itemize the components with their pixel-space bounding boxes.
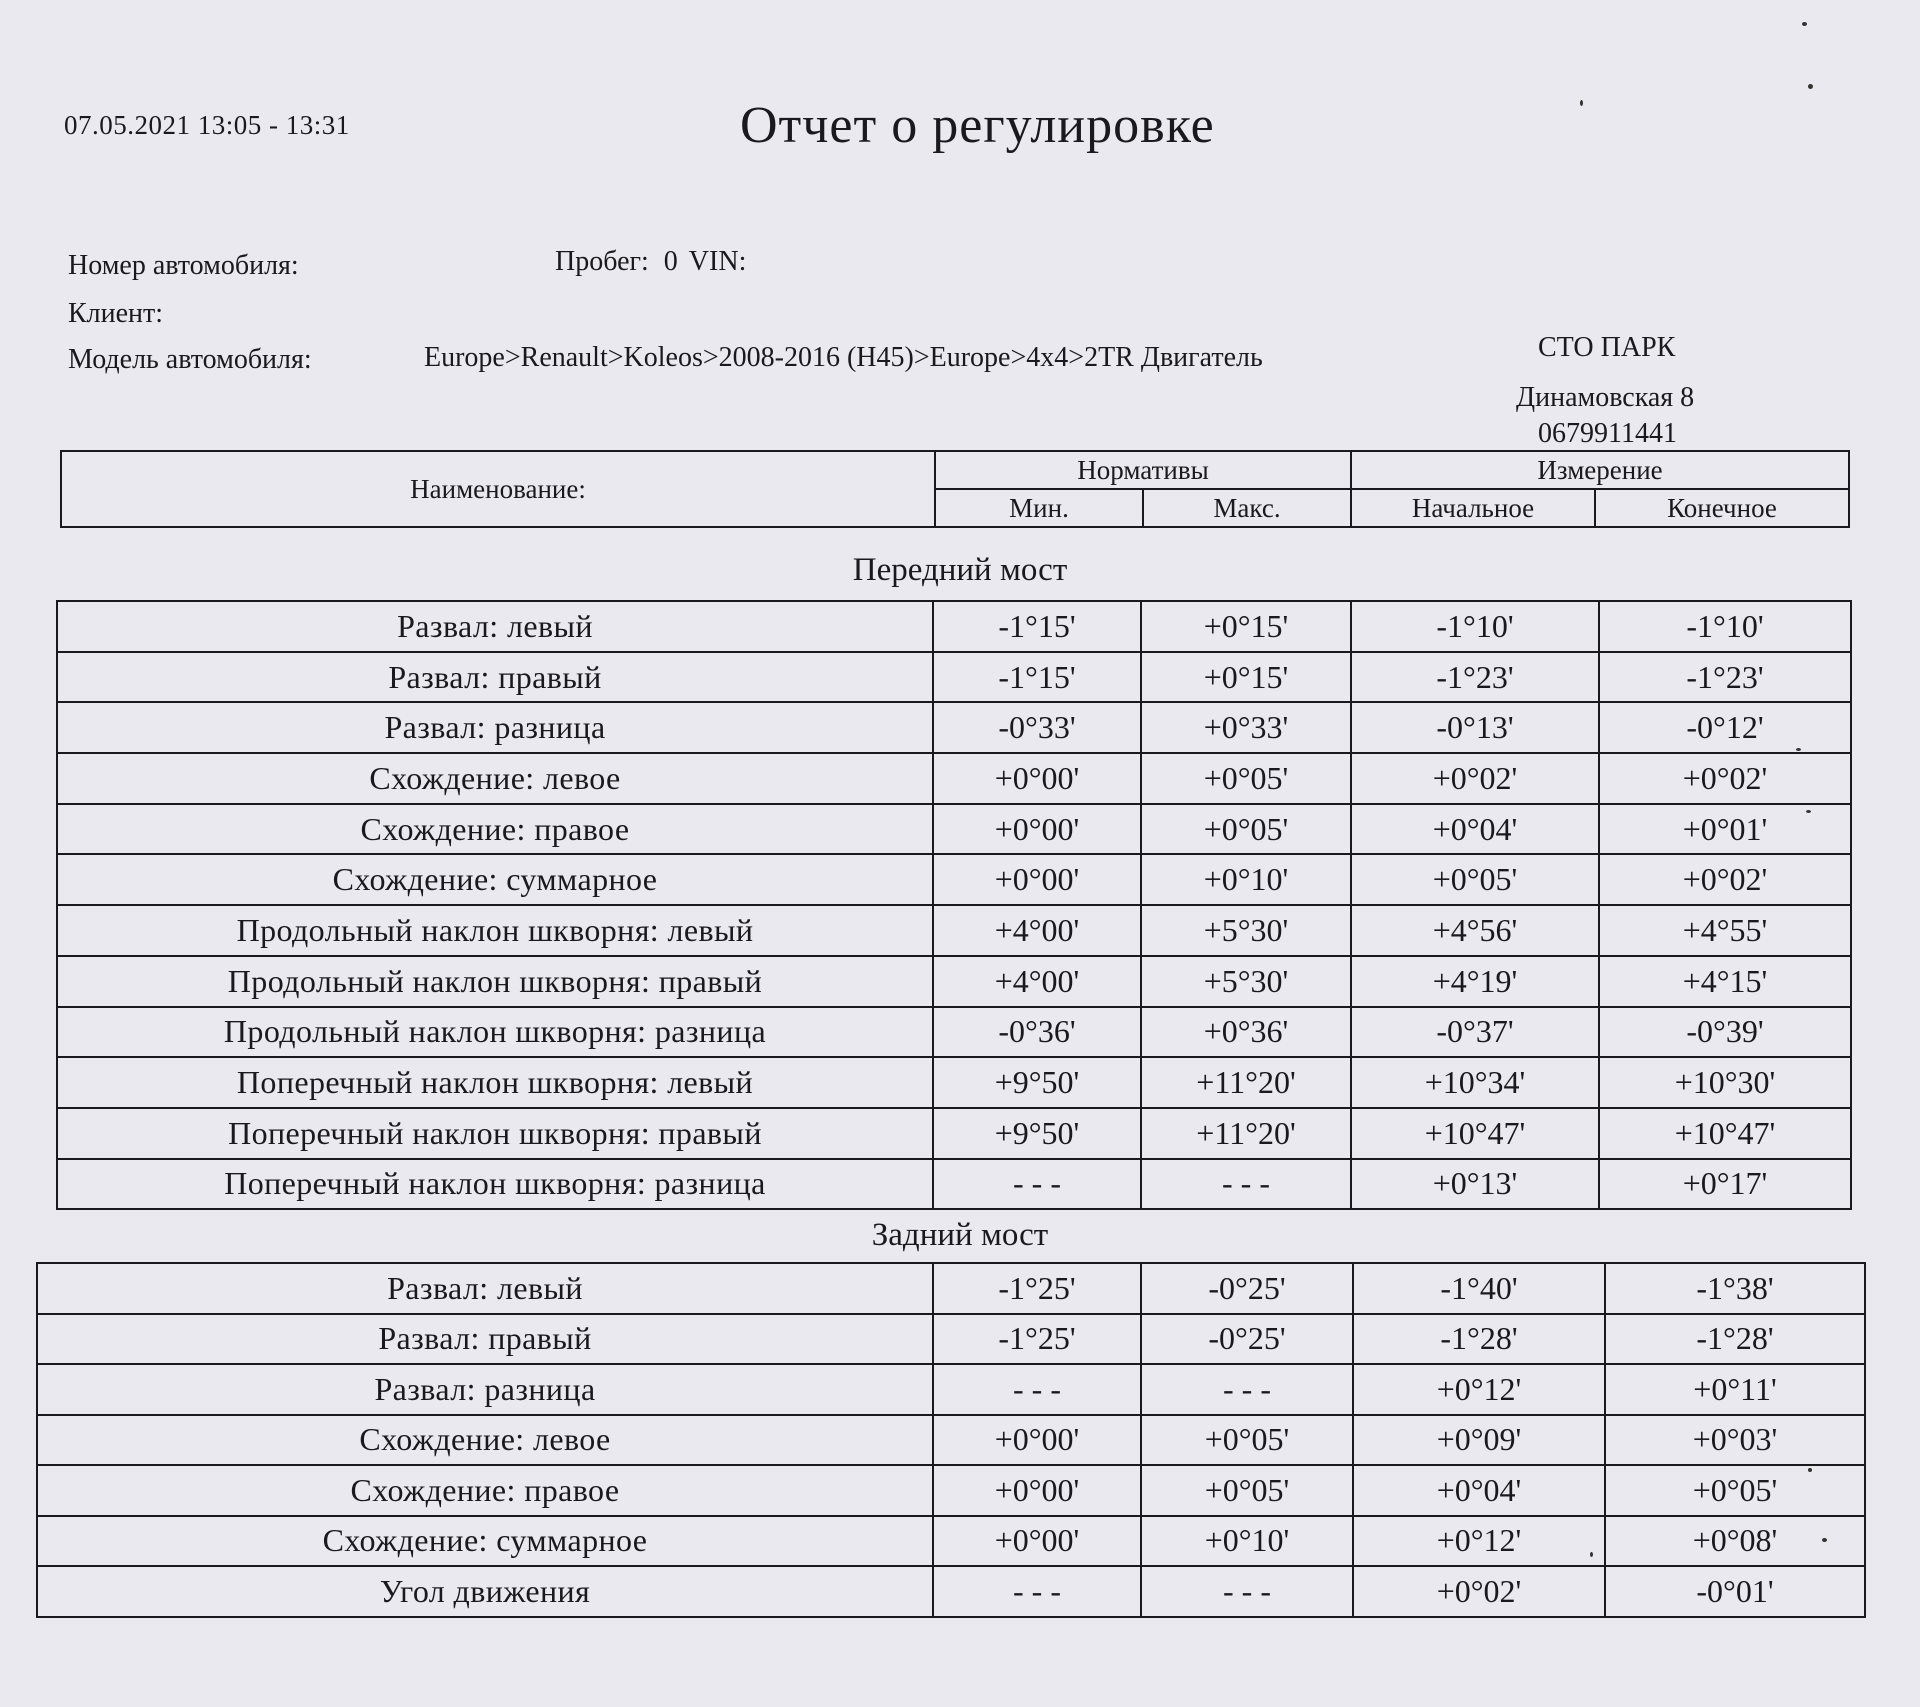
table-row: [37, 1364, 1865, 1415]
row-initial: +0°04': [1353, 1465, 1605, 1516]
row-name: Схождение: левое: [37, 1415, 933, 1466]
report-title: Отчет о регулировке: [740, 97, 1215, 154]
mileage-label: Пробег:: [555, 246, 649, 277]
row-name: Продольный наклон шкворня: правый: [57, 956, 933, 1007]
row-initial: +0°09': [1353, 1415, 1605, 1466]
table-row: [57, 601, 1851, 652]
row-min: +0°00': [933, 1516, 1141, 1567]
row-final: -1°23': [1599, 652, 1851, 703]
paper-speck: [1822, 1538, 1827, 1542]
row-name: Поперечный наклон шкворня: разница: [57, 1159, 933, 1210]
row-final: +4°55': [1599, 905, 1851, 956]
paper-speck: [1806, 810, 1811, 813]
header-initial: Начальное: [1351, 489, 1595, 527]
row-final: +0°01': [1599, 804, 1851, 855]
row-initial: +0°13': [1351, 1159, 1599, 1210]
row-max: -0°25': [1141, 1263, 1353, 1314]
row-min: +0°00': [933, 1415, 1141, 1466]
row-min: +0°00': [933, 753, 1141, 804]
paper-speck: [1590, 1552, 1593, 1557]
model-value: Europe>Renault>Koleos>2008-2016 (H45)>Europe>4x4>2TR Двигатель: [424, 342, 1263, 373]
paper-speck: [1796, 748, 1801, 751]
row-initial: +4°19': [1351, 956, 1599, 1007]
table-row: [57, 1057, 1851, 1108]
front-axle-title: Передний мост: [852, 552, 1068, 588]
row-initial: -1°40': [1353, 1263, 1605, 1314]
row-initial: +0°04': [1351, 804, 1599, 855]
row-final: +0°05': [1605, 1465, 1865, 1516]
paper-speck: [1808, 84, 1813, 89]
table-row: [57, 804, 1851, 855]
paper-speck: [1802, 22, 1807, 26]
row-name: Поперечный наклон шкворня: правый: [57, 1108, 933, 1159]
row-min: -1°15': [933, 601, 1141, 652]
row-max: +5°30': [1141, 956, 1351, 1007]
mileage-value: 0: [663, 246, 678, 277]
row-final: -1°28': [1605, 1314, 1865, 1365]
row-initial: +10°47': [1351, 1108, 1599, 1159]
rear-axle-table: [36, 1262, 1866, 1618]
row-max: +0°10': [1141, 1516, 1353, 1567]
row-max: +11°20': [1141, 1057, 1351, 1108]
row-max: - - -: [1141, 1159, 1351, 1210]
table-header: [60, 450, 1850, 528]
row-final: +10°47': [1599, 1108, 1851, 1159]
shop-name: СТО ПАРК: [1538, 332, 1676, 363]
rear-axle-title: Задний мост: [871, 1217, 1049, 1253]
table-row: [57, 702, 1851, 753]
row-min: +9°50': [933, 1108, 1141, 1159]
table-row: [37, 1415, 1865, 1466]
row-max: -0°25': [1141, 1314, 1353, 1365]
table-row: [57, 905, 1851, 956]
row-max: - - -: [1141, 1566, 1353, 1617]
row-final: +0°02': [1599, 753, 1851, 804]
row-name: Развал: правый: [37, 1314, 933, 1365]
row-min: +4°00': [933, 956, 1141, 1007]
row-max: +5°30': [1141, 905, 1351, 956]
row-initial: -1°28': [1353, 1314, 1605, 1365]
row-min: -0°33': [933, 702, 1141, 753]
car-number-label: Номер автомобиля:: [68, 250, 299, 281]
row-initial: -0°37': [1351, 1007, 1599, 1058]
row-name: Схождение: суммарное: [37, 1516, 933, 1567]
table-row: [57, 652, 1851, 703]
header-min: Мин.: [935, 489, 1143, 527]
row-initial: +0°02': [1351, 753, 1599, 804]
row-max: +0°05': [1141, 1415, 1353, 1466]
table-row: [57, 753, 1851, 804]
row-min: +0°00': [933, 804, 1141, 855]
paper-speck: [1808, 1468, 1812, 1472]
table-row: [57, 1108, 1851, 1159]
row-name: Схождение: правое: [37, 1465, 933, 1516]
table-row: [37, 1314, 1865, 1365]
row-final: -0°01': [1605, 1566, 1865, 1617]
row-name: Поперечный наклон шкворня: левый: [57, 1057, 933, 1108]
row-name: Схождение: суммарное: [57, 854, 933, 905]
row-initial: +4°56': [1351, 905, 1599, 956]
row-min: +9°50': [933, 1057, 1141, 1108]
row-min: - - -: [933, 1364, 1141, 1415]
header-name: Наименование:: [61, 451, 935, 527]
row-max: +0°05': [1141, 804, 1351, 855]
row-max: +11°20': [1141, 1108, 1351, 1159]
row-name: Продольный наклон шкворня: левый: [57, 905, 933, 956]
mileage-block: [555, 246, 746, 278]
table-row: [57, 956, 1851, 1007]
header-measurement: Измерение: [1351, 451, 1849, 489]
row-max: +0°33': [1141, 702, 1351, 753]
row-initial: +0°12': [1353, 1516, 1605, 1567]
row-max: +0°05': [1141, 1465, 1353, 1516]
table-row: [37, 1263, 1865, 1314]
row-final: -1°10': [1599, 601, 1851, 652]
row-initial: -0°13': [1351, 702, 1599, 753]
row-initial: +0°02': [1353, 1566, 1605, 1617]
row-min: -1°25': [933, 1314, 1141, 1365]
row-max: +0°15': [1141, 652, 1351, 703]
row-final: +0°02': [1599, 854, 1851, 905]
report-datetime: 07.05.2021 13:05 - 13:31: [64, 110, 350, 140]
row-min: +0°00': [933, 854, 1141, 905]
shop-address: Динамовская 8: [1516, 382, 1695, 413]
row-final: -0°12': [1599, 702, 1851, 753]
row-max: - - -: [1141, 1364, 1353, 1415]
row-initial: +10°34': [1351, 1057, 1599, 1108]
row-min: -1°25': [933, 1263, 1141, 1314]
row-initial: -1°10': [1351, 601, 1599, 652]
model-label: Модель автомобиля:: [68, 344, 312, 375]
row-min: +4°00': [933, 905, 1141, 956]
row-max: +0°10': [1141, 854, 1351, 905]
row-min: - - -: [933, 1566, 1141, 1617]
row-final: +0°08': [1605, 1516, 1865, 1567]
row-max: +0°36': [1141, 1007, 1351, 1058]
row-name: Развал: левый: [37, 1263, 933, 1314]
row-name: Развал: правый: [57, 652, 933, 703]
vin-label: VIN:: [688, 246, 747, 277]
table-row: [57, 854, 1851, 905]
table-row: [57, 1007, 1851, 1058]
header-final: Конечное: [1595, 489, 1849, 527]
row-min: -0°36': [933, 1007, 1141, 1058]
header-max: Макс.: [1143, 489, 1351, 527]
shop-phone: 0679911441: [1538, 418, 1677, 449]
front-axle-table: [56, 600, 1852, 1210]
row-final: -1°38': [1605, 1263, 1865, 1314]
row-initial: +0°05': [1351, 854, 1599, 905]
row-min: +0°00': [933, 1465, 1141, 1516]
table-row: [37, 1566, 1865, 1617]
row-max: +0°15': [1141, 601, 1351, 652]
table-row: [37, 1516, 1865, 1567]
row-name: Схождение: левое: [57, 753, 933, 804]
row-final: +0°11': [1605, 1364, 1865, 1415]
row-name: Развал: разница: [37, 1364, 933, 1415]
row-final: +0°17': [1599, 1159, 1851, 1210]
row-min: - - -: [933, 1159, 1141, 1210]
row-max: +0°05': [1141, 753, 1351, 804]
header-norms: Нормативы: [935, 451, 1351, 489]
row-final: +0°03': [1605, 1415, 1865, 1466]
row-name: Угол движения: [37, 1566, 933, 1617]
row-final: +10°30': [1599, 1057, 1851, 1108]
row-name: Развал: левый: [57, 601, 933, 652]
row-final: +4°15': [1599, 956, 1851, 1007]
row-name: Развал: разница: [57, 702, 933, 753]
row-initial: -1°23': [1351, 652, 1599, 703]
row-min: -1°15': [933, 652, 1141, 703]
table-row: [57, 1159, 1851, 1210]
table-row: [37, 1465, 1865, 1516]
row-final: -0°39': [1599, 1007, 1851, 1058]
row-name: Продольный наклон шкворня: разница: [57, 1007, 933, 1058]
row-name: Схождение: правое: [57, 804, 933, 855]
client-label: Клиент:: [68, 298, 164, 329]
row-initial: +0°12': [1353, 1364, 1605, 1415]
paper-speck: [1580, 100, 1583, 106]
